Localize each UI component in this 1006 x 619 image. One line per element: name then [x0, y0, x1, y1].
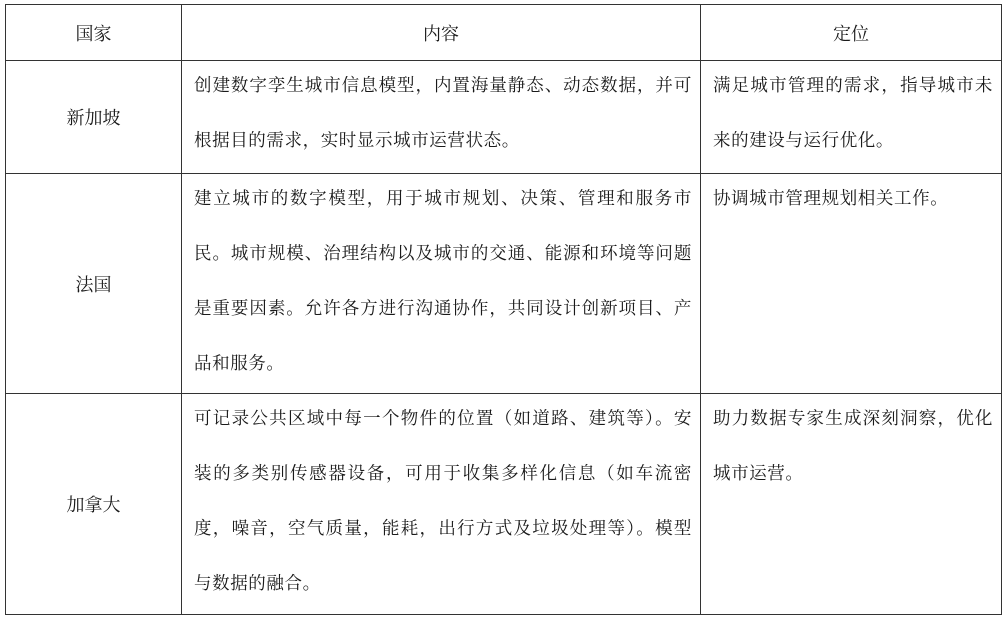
cell-position [701, 174, 1002, 394]
cell-content-text: 创建数字孪生城市信息模型，内置海量静态、动态数据，并可根据目的需求，实时显示城市运营状态。 [194, 76, 692, 151]
cell-position [701, 61, 1002, 174]
comparison-table-container [5, 4, 1001, 615]
header-row [6, 5, 1002, 61]
cell-content [182, 61, 701, 174]
cell-country: 新加坡 [6, 61, 182, 174]
cell-country: 法国 [6, 174, 182, 394]
cell-position-text: 满足城市管理的需求，指导城市未来的建设与运行优化。 [713, 76, 993, 151]
header-position: 定位 [701, 5, 1002, 61]
cell-content-text: 建立城市的数字模型，用于城市规划、决策、管理和服务市民。城市规模、治理结构以及城市的交通、能源和环境等问题是重要因素。允许各方进行沟通协作，共同设计创新项目、产品和服务。 [194, 189, 692, 374]
header-country: 国家 [6, 5, 182, 61]
table-row-canada [6, 394, 1002, 615]
cell-content [182, 174, 701, 394]
cell-position-text: 助力数据专家生成深刻洞察，优化城市运营。 [713, 409, 993, 484]
header-content: 内容 [182, 5, 701, 61]
table-body [6, 61, 1002, 615]
table-row-singapore [6, 61, 1002, 174]
cell-position [701, 394, 1002, 615]
cell-content-text: 可记录公共区域中每一个物件的位置（如道路、建筑等）。安装的多类别传感器设备，可用于收集多样化信息（如车流密度，噪音，空气质量，能耗，出行方式及垃圾处理等）。模型与数据的融合。 [194, 409, 692, 594]
table-header [6, 5, 1002, 61]
cell-content [182, 394, 701, 615]
comparison-table [5, 4, 1002, 615]
cell-position-text: 协调城市管理规划相关工作。 [713, 189, 949, 209]
table-row-france [6, 174, 1002, 394]
cell-country: 加拿大 [6, 394, 182, 615]
